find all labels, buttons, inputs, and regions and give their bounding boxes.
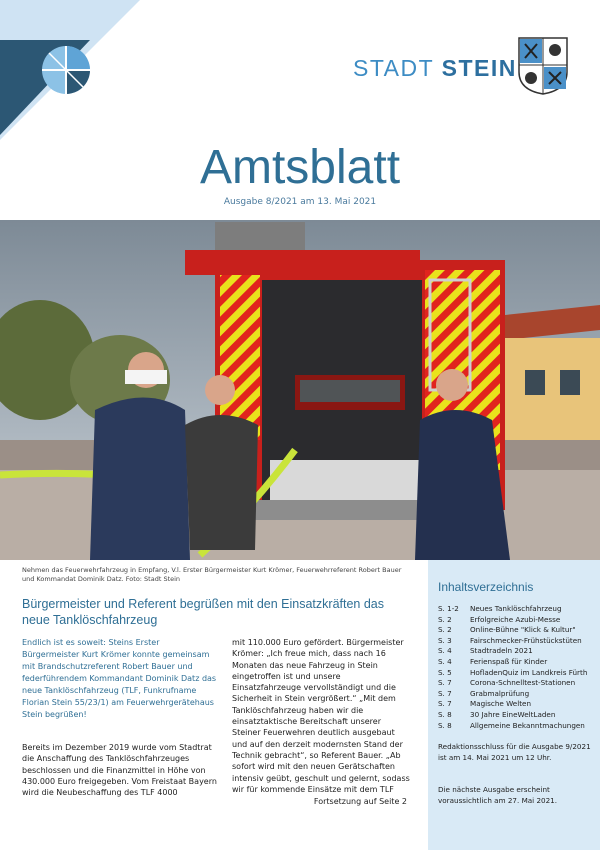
toc-item-page: S. 5 — [438, 667, 452, 677]
toc-item-label: Magische Welten — [470, 699, 532, 709]
toc-item-label: Stadtradeln 2021 — [470, 646, 533, 656]
toc-item-page: S. 8 — [438, 709, 452, 719]
brand-bold: STEIN — [441, 55, 517, 81]
toc-item[interactable] — [438, 646, 598, 657]
toc-item-label: Neues Tanklöschfahrzeug — [470, 604, 562, 613]
coat-of-arms-icon — [517, 36, 569, 96]
toc-item[interactable] — [438, 625, 598, 636]
toc-item-page: S. 2 — [438, 625, 452, 635]
toc-item[interactable] — [438, 615, 598, 626]
brand-light: STADT — [353, 55, 434, 81]
issue-date: Ausgabe 8/2021 am 13. Mai 2021 — [223, 197, 377, 207]
article-lead: Endlich ist es soweit: Steins Erster Bürgermeister Kurt Krömer konnte gemeinsam mit Brandschutzreferent Robert Bauer und federführendem Kommandant Dominik Datz das neue Tanklöschfahrzeug (TLF, Funkrufname Florian Stein 55/23/1) am Feuerwehrgerätehaus Stein begrüßen! — [22, 638, 217, 719]
toc-item-label: Grabmalprüfung — [470, 688, 530, 698]
page-title: Amtsblatt — [199, 141, 401, 194]
corner-decoration — [0, 0, 160, 140]
toc-item-label: Ferienspaß für Kinder — [470, 656, 548, 666]
toc-item-label: Erfolgreiche Azubi-Messe — [470, 614, 561, 624]
toc-item-page: S. 7 — [438, 699, 452, 709]
toc-item-label: HofladenQuiz im Landkreis Fürth — [470, 667, 588, 677]
toc-item-label: Corona-Schnelltest-Stationen — [470, 678, 576, 688]
toc-item[interactable] — [438, 678, 598, 689]
toc-item[interactable] — [438, 699, 598, 710]
toc-item-page: S. 3 — [438, 635, 452, 645]
toc-item-page: S. 4 — [438, 656, 452, 666]
city-brand — [353, 55, 517, 82]
toc-item-page: S. 4 — [438, 646, 452, 656]
article-headline: Bürgermeister und Referent begrüßen mit den Einsatzkräften das neue Tanklöschfahrzeug — [22, 597, 384, 627]
toc-item-label: Allgemeine Bekanntmachungen — [470, 720, 585, 730]
editorial-deadline: Redaktionsschluss für die Ausgabe 9/2021 ist am 14. Mai 2021 um 12 Uhr. — [438, 742, 591, 762]
toc-item[interactable] — [438, 604, 598, 615]
toc-item[interactable] — [438, 668, 598, 679]
toc-item[interactable] — [438, 689, 598, 700]
toc-item-page: S. 7 — [438, 678, 452, 688]
photo-caption: Nehmen das Feuerwehrfahrzeug in Empfang, V.l. Erster Bürgermeister Kurt Krömer, Feuerwehrreferent Robert Bauer und Kommandat Dominik Datz. Foto: Stadt Stein — [22, 566, 402, 583]
toc-list — [438, 604, 598, 731]
toc-item-page: S. 1-2 — [438, 604, 459, 613]
next-issue-note: Die nächste Ausgabe erscheint voraussichtlich am 27. Mai 2021. — [438, 785, 558, 805]
toc-item-page: S. 8 — [438, 720, 452, 730]
toc-item[interactable] — [438, 710, 598, 721]
article-paragraph-1: Bereits im Dezember 2019 wurde vom Stadtrat die Anschaffung des Tanklöschfahrzeuges beschlossen und die Finanzmittel in Höhe von 430.000 Euro freigegeben. Vom Freistaat Bayern wird die Neubeschaffung des TLF 4000 — [22, 743, 217, 798]
table-of-contents — [428, 560, 600, 850]
toc-item-label: Fairschmecker-Frühstückstüten — [470, 635, 582, 645]
toc-item-label: 30 Jahre EineWeltLaden — [470, 709, 556, 719]
toc-item-page: S. 7 — [438, 688, 452, 698]
toc-item-page: S. 2 — [438, 614, 452, 624]
fire-truck-photo — [0, 220, 600, 560]
toc-item[interactable] — [438, 721, 598, 732]
article-paragraph-2: mit 110.000 Euro gefördert. Bürgermeister Krömer: „Ich freue mich, dass nach 16 Monaten das neue Fahrzeug in Stein eingetroffen ist und unsere Einsatzfahrzeuge vervollständigt und die Sicherheit in Stein vergrößert.“ „Mit dem Tanklöschfahrzeug haben wir die einsatztaktische Bereitschaft unserer Steiner Feuerwehren deutlich ausgebaut und auf den derzeit modernsten Stand der Technik gebracht“, so Referent Bauer. „Ab sofort wird mit den neuen Gerätschaften intensiv geübt, geschult und gelernt, sodass wir für kommende Einsätze mit dem TLF — [232, 638, 410, 794]
toc-item-label: Online-Bühne "Klick & Kultur" — [470, 625, 576, 635]
toc-item[interactable] — [438, 657, 598, 668]
continued-link[interactable]: Fortsetzung auf Seite 2 — [313, 797, 407, 806]
toc-item[interactable] — [438, 636, 598, 647]
toc-title: Inhaltsverzeichnis — [438, 580, 534, 594]
